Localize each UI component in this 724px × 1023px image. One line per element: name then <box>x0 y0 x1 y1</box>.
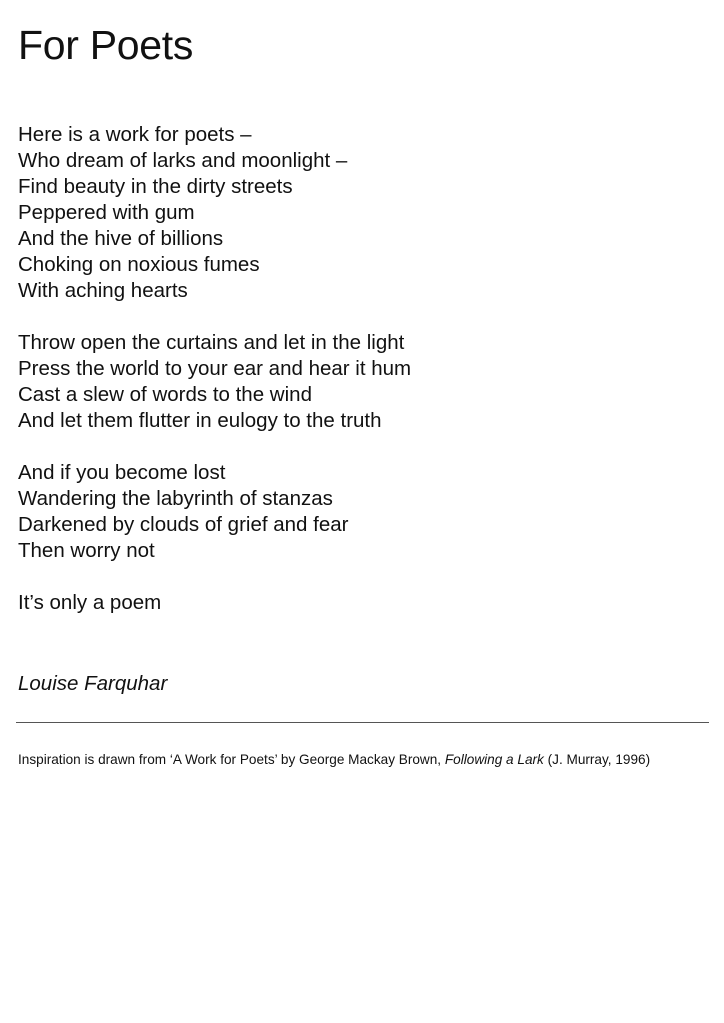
poem-line: And if you become lost <box>18 461 226 484</box>
poem-line: Darkened by clouds of grief and fear <box>18 513 349 536</box>
poem-line: Peppered with gum <box>18 201 195 224</box>
footnote-suffix: (J. Murray, 1996) <box>543 752 651 767</box>
poem-line: Then worry not <box>18 539 155 562</box>
footnote-prefix: Inspiration is drawn from ‘A Work for Poets’ by George Mackay Brown, <box>18 752 445 767</box>
poem-line: Press the world to your ear and hear it hum <box>18 357 412 380</box>
footnote <box>18 751 650 769</box>
stanza-4 <box>18 590 698 616</box>
footnote-book-title: Following a Lark <box>444 752 544 767</box>
poem-line: Choking on noxious fumes <box>18 253 260 276</box>
poem-line: Here is a work for poets – <box>18 123 252 146</box>
poem-title: For Poets <box>18 22 194 68</box>
poem-line: Throw open the curtains and let in the light <box>18 331 405 354</box>
poem-line: It’s only a poem <box>18 591 162 614</box>
stanza-1 <box>18 122 698 304</box>
poem-line: Who dream of larks and moonlight – <box>18 149 348 172</box>
poem-line: With aching hearts <box>18 279 188 302</box>
stanza-3 <box>18 460 698 564</box>
poem-line: Cast a slew of words to the wind <box>18 383 312 406</box>
stanza-2 <box>18 330 698 434</box>
poem-line: And let them flutter in eulogy to the truth <box>18 409 382 432</box>
poem-line: Find beauty in the dirty streets <box>18 175 293 198</box>
divider <box>16 722 709 723</box>
poem-line: And the hive of billions <box>18 227 224 250</box>
poem-line: Wandering the labyrinth of stanzas <box>18 487 333 510</box>
author-name: Louise Farquhar <box>18 672 168 695</box>
poem-body <box>18 122 698 642</box>
